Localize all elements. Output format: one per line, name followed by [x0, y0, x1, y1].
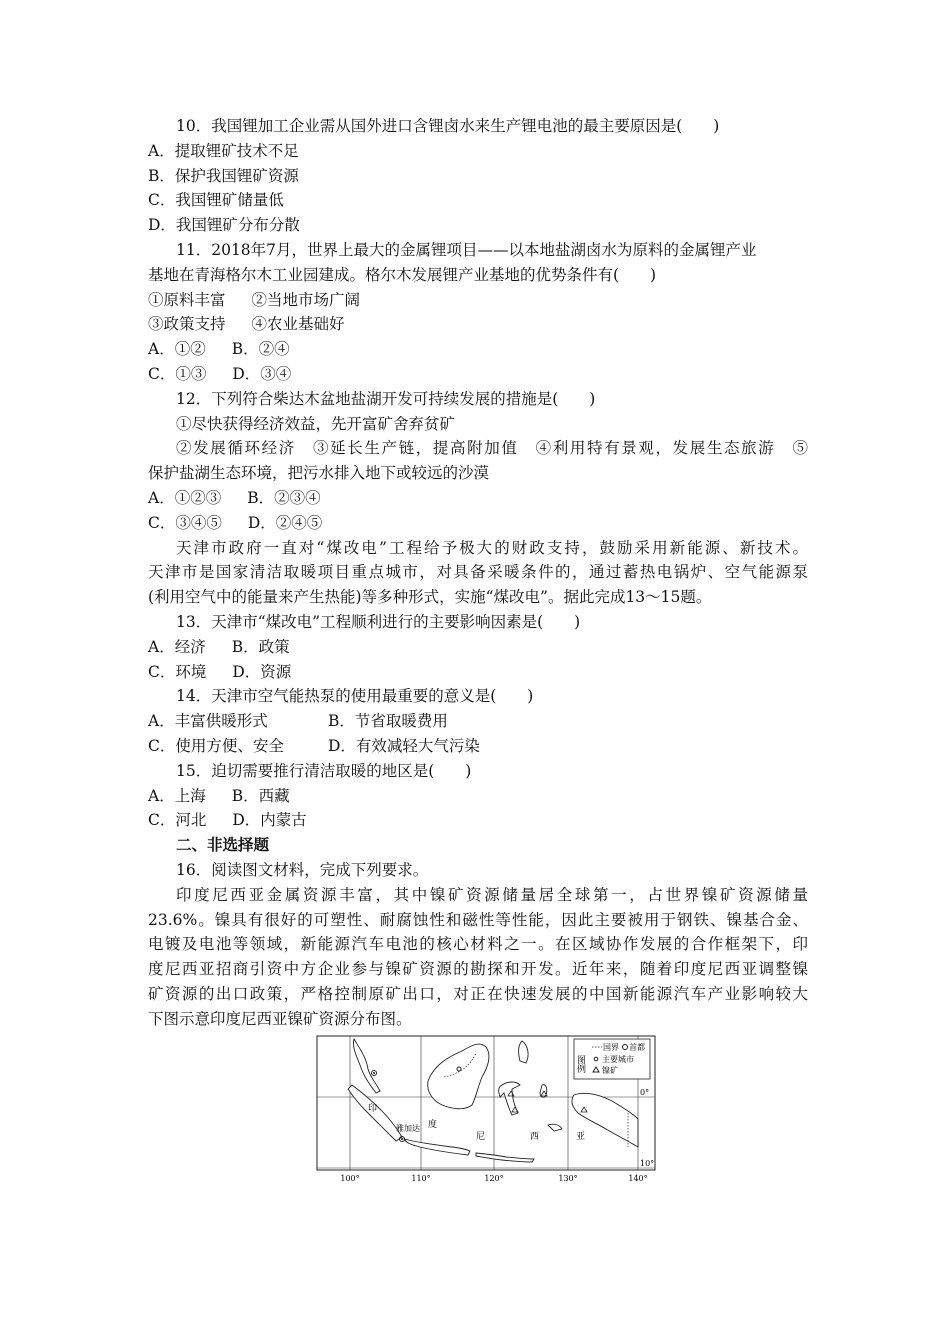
q16-para-line-2: 23.6%。镍具有很好的可塑性、耐腐蚀性和磁性等性能，因此主要被用于钢铁、镍基合金、 [148, 910, 808, 929]
q10-option-b: B．保护我国锂矿资源 [148, 166, 299, 185]
label-country-4: 西 [530, 1132, 540, 1142]
q16-para-line-1: 印度尼西亚金属资源丰富，其中镍矿资源储量居全球第一，占世界镍矿资源储量 [176, 885, 808, 904]
q14-option-a: A．丰富供暖形式 [148, 712, 268, 731]
philippines [519, 1041, 528, 1063]
map-svg [316, 1035, 656, 1185]
q13-stem: 13．天津市“煤改电”工程顺利进行的主要影响因素是( ) [176, 612, 581, 631]
q12-option-a: A．①②③ [148, 488, 222, 507]
lesser-sunda [476, 1153, 534, 1162]
q12-options-row-2 [148, 511, 808, 536]
q14-stem: 14．天津市空气能热泵的使用最重要的意义是( ) [176, 687, 534, 706]
q14-options-row-1 [148, 709, 808, 734]
malay-peninsula [353, 1039, 380, 1093]
q11-items-row-2 [148, 312, 808, 337]
q15-options-row-2 [148, 808, 808, 833]
capital-marker-dot [401, 1138, 403, 1140]
seram [548, 1124, 562, 1131]
legend-title: 图例 [575, 1055, 585, 1073]
q11-items-row-1 [148, 288, 808, 313]
lon-label-100: 100° [340, 1174, 360, 1183]
lat-label-10: 10° [640, 1159, 655, 1168]
q11-option-b: B．②④ [231, 340, 290, 359]
section-heading: 二、非选择题 [176, 835, 270, 855]
q12-item-3: 保护盐湖生态环境，把污水排入地下或较远的沙漠 [148, 464, 490, 483]
q15-option-b: B．西藏 [231, 786, 290, 805]
q16-para-line-3: 电镀及电池等领域，新能源汽车电池的核心材料之一。在区域协作发展的合作框架下，印 [148, 935, 808, 954]
q13-option-a: A．经济 [148, 637, 206, 656]
q11-options-row-2 [148, 362, 808, 387]
q12-option-c: C．③④⑤ [148, 513, 222, 532]
label-country-3: 尼 [476, 1132, 486, 1142]
q14-option-c: C．使用方便、安全 [148, 736, 284, 755]
q14-option-b: B．节省取暖费用 [328, 712, 448, 731]
q16-para-line-6: 下图示意印度尼西亚镍矿资源分布图。 [148, 1009, 412, 1028]
q11-item-1: ①原料丰富 [148, 290, 226, 309]
q13-options-row-1 [148, 635, 808, 660]
lon-label-110: 110° [411, 1174, 431, 1183]
q12-option-d: D．②④⑤ [247, 513, 323, 532]
city-marker-dot [373, 1072, 375, 1074]
label-jakarta: 雅加达 [396, 1124, 420, 1133]
q11-options-row-1 [148, 337, 808, 362]
lon-label-140: 140° [628, 1174, 648, 1183]
q11-stem-line-2: 基地在青海格尔木工业园建成。格尔木发展锂产业基地的优势条件有( ) [148, 265, 657, 284]
q10-option-c: C．我国锂矿储量低 [148, 191, 284, 210]
q12-option-b: B．②③④ [247, 488, 321, 507]
q11-stem-line-1: 11．2018年7月，世界上最大的金属锂项目——以本地盐湖卤水为原料的金属锂产业 [176, 240, 757, 259]
tianjin-passage-line-3: (利用空气中的能量来产生热能)等多种形式，实施“煤改电”。据此完成13～15题。 [148, 588, 712, 607]
lon-label-120: 120° [484, 1174, 504, 1183]
q11-option-c: C．①③ [148, 364, 207, 383]
q15-options-row-1 [148, 784, 808, 809]
q11-option-d: D．③④ [232, 364, 292, 383]
q13-option-b: B．政策 [231, 637, 290, 656]
q11-item-3: ③政策支持 [148, 315, 226, 334]
q15-option-a: A．上海 [148, 786, 206, 805]
q15-option-d: D．内蒙古 [232, 811, 307, 830]
q10-option-a: A．提取锂矿技术不足 [148, 141, 299, 160]
label-country-2: 度 [428, 1120, 438, 1130]
q13-option-d: D．资源 [232, 662, 292, 681]
q12-stem: 12．下列符合柴达木盆地盐湖开发可持续发展的措施是( ) [176, 389, 596, 408]
legend [574, 1039, 650, 1079]
q12-item-2: ②发展循环经济 ③延长生产链，提高附加值 ④利用特有景观，发展生态旅游 ⑤ [176, 439, 808, 458]
q11-item-4: ④农业基础好 [251, 315, 345, 334]
q16-stem: 16．阅读图文材料，完成下列要求。 [176, 860, 429, 879]
q10-stem: 10．我国锂加工企业需从国外进口含锂卤水来生产锂电池的最主要原因是( ) [176, 117, 720, 135]
q13-option-c: C．环境 [148, 662, 207, 681]
legend-city-label: 主要城市 [602, 1055, 634, 1064]
q14-options-row-2 [148, 734, 808, 759]
q12-options-row-1 [148, 486, 808, 511]
q15-stem: 15．迫切需要推行清洁取暖的地区是( ) [176, 761, 472, 780]
q16-para-line-5: 矿资源的出口政策，严格控制原矿出口，对正在快速发展的中国新能源汽车产业影响较大 [148, 984, 808, 1003]
lon-labels [340, 1174, 647, 1183]
q10-option-d: D．我国锂矿分布分散 [148, 216, 300, 235]
label-country-1: 印 [368, 1104, 378, 1114]
q11-option-a: A．①② [148, 340, 206, 359]
q13-options-row-2 [148, 660, 808, 685]
q15-option-c: C．河北 [148, 811, 207, 830]
q14-option-d: D．有效减轻大气污染 [328, 736, 480, 755]
label-country-5: 亚 [576, 1132, 586, 1142]
legend-border-label: 国界 [603, 1043, 619, 1052]
tianjin-passage-line-2: 天津市是国家清洁取暖项目重点城市，对具备采暖条件的，通过蓄热电锅炉、空气能源泵 [148, 563, 808, 582]
tianjin-passage-line-1: 天津市政府一直对“煤改电”工程给予极大的财政支持，鼓励采用新能源、新技术。 [176, 538, 808, 557]
indonesia-nickel-map [316, 1035, 656, 1185]
borneo [428, 1044, 489, 1109]
q11-item-2: ②当地市场广阔 [251, 290, 361, 309]
legend-nickel-label: 镍矿 [602, 1066, 618, 1075]
q16-para-line-4: 度尼西亚招商引资中方企业参与镍矿资源的勘探和开发。近年来，随着印度尼西亚调整镍 [148, 960, 808, 979]
lon-label-130: 130° [558, 1174, 578, 1183]
exam-page [148, 114, 808, 1031]
java [404, 1139, 470, 1155]
lat-label-0: 0° [640, 1088, 650, 1097]
lat-labels [640, 1088, 654, 1168]
q12-item-1: ①尽快获得经济效益，先开富矿舍弃贫矿 [176, 414, 456, 433]
legend-capital-label: 首都 [629, 1043, 645, 1052]
